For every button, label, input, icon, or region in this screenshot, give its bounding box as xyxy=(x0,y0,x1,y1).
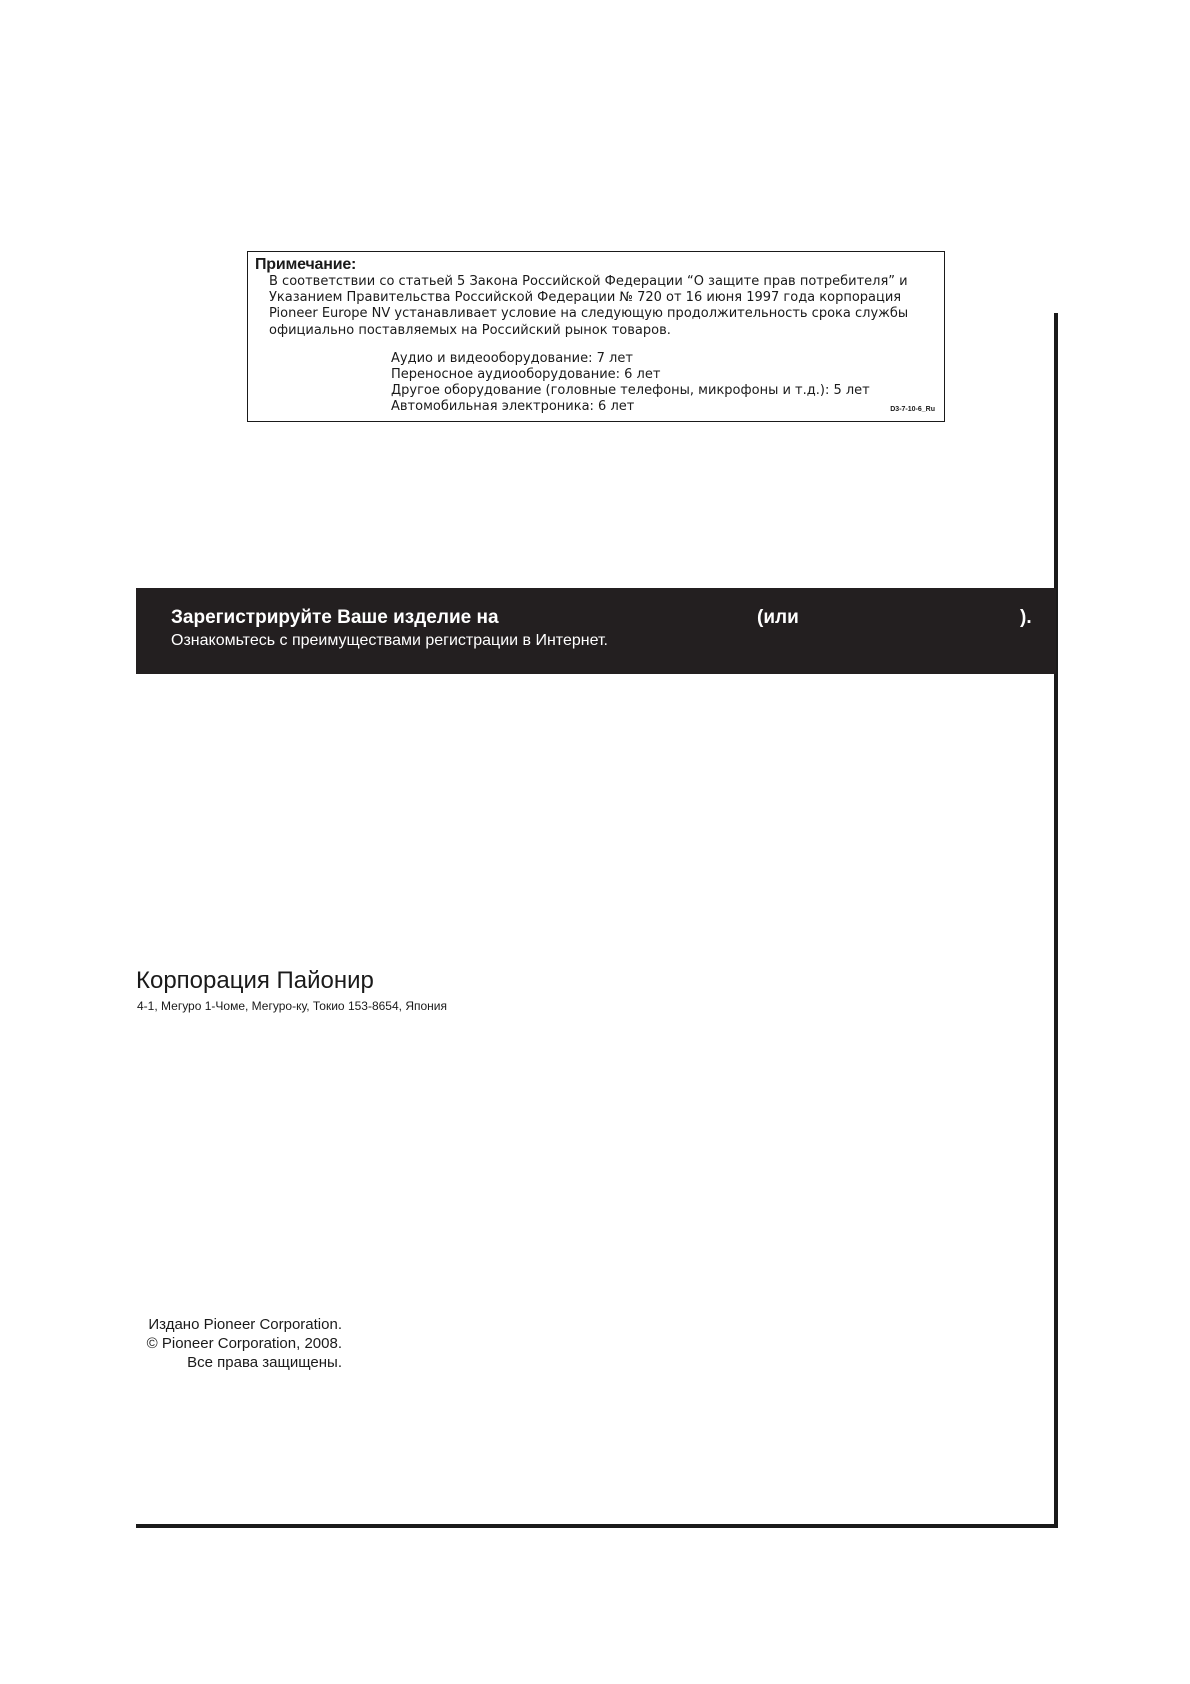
warranty-note-box xyxy=(247,251,945,422)
corporation-name: Корпорация Пайонир xyxy=(136,967,374,994)
publisher-block xyxy=(120,1315,342,1372)
copyright-line: © Pioneer Corporation, 2008. xyxy=(146,1335,342,1352)
page-frame-bottom-line xyxy=(136,1524,1058,1528)
service-life-item: Переносное аудиооборудование: 6 лет xyxy=(391,367,661,382)
registration-banner xyxy=(136,588,1056,674)
registration-close-text: ). xyxy=(1020,607,1032,628)
publisher-line: Издано Pioneer Corporation. xyxy=(148,1316,342,1333)
service-life-list xyxy=(391,351,870,415)
registration-subtext: Ознакомьтесь с преимуществами регистрации в Интернет. xyxy=(171,632,608,649)
corporation-address: 4-1, Мегуро 1-Чоме, Мегуро-ку, Токио 153-8654, Япония xyxy=(137,999,447,1013)
page-frame-right-line xyxy=(1054,313,1058,1528)
document-code: D3-7-10-6_Ru xyxy=(890,406,935,413)
service-life-item: Другое оборудование (головные телефоны, микрофоны и т.д.): 5 лет xyxy=(391,383,870,398)
registration-or-text: (или xyxy=(757,607,799,628)
service-life-item: Аудио и видеооборудование: 7 лет xyxy=(391,351,633,366)
rights-line: Все права защищены. xyxy=(187,1354,342,1371)
note-title: Примечание: xyxy=(255,256,357,273)
service-life-item: Автомобильная электроника: 6 лет xyxy=(391,399,635,414)
note-paragraph: В соответствии со статьей 5 Закона Российской Федерации “О защите прав потребителя” и Указанием Правительства Российской Федерации № 720 от 16 июня 1997 года корпорация Pioneer Europe NV устанавливает условие на следующую продолжительность срока службы официально поставляемых на Российский рынок товаров. xyxy=(269,274,909,338)
registration-heading: Зарегистрируйте Ваше изделие на xyxy=(171,607,499,628)
